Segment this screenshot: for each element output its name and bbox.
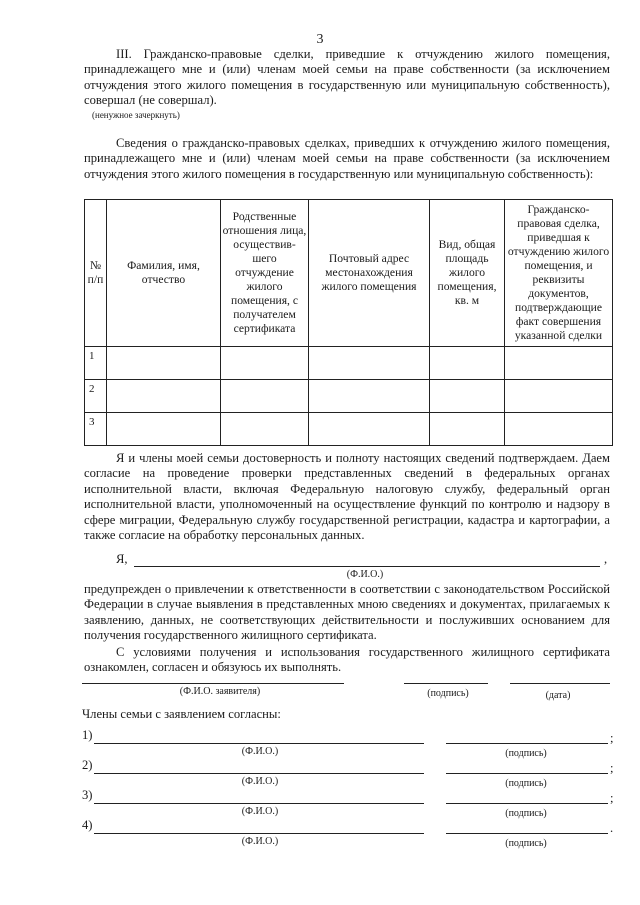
col-number-header: № п/п (85, 200, 107, 347)
row-name-cell (107, 413, 221, 446)
member-fio-line[interactable] (94, 773, 424, 774)
member-fio-line[interactable] (94, 743, 424, 744)
row-number: 3 (85, 413, 107, 446)
member-signature-line[interactable] (446, 773, 608, 774)
member-signature-line[interactable] (446, 803, 608, 804)
col-relation-header: Родственные отношения лица, осуществив-шего отчуждение жилого помещения, с получателем сертификата (221, 200, 309, 347)
row-area-cell (430, 413, 505, 446)
member-fio-line[interactable] (94, 803, 424, 804)
row-address-cell (309, 380, 430, 413)
row-address-cell (309, 413, 430, 446)
section-3-intro: Сведения о гражданско-правовых сделках, приведших к отчуждению жилого помещения, принадлежащего мне и (или) членам моей семьи на праве собственности (за исключением отчуждения этого жилого помещения в государственную или муниципальную собственность): (84, 136, 610, 181)
table-row (85, 347, 613, 380)
table-row (85, 380, 613, 413)
member-signature-caption: (подпись) (505, 748, 547, 759)
member-fio-caption: (Ф.И.О.) (241, 746, 279, 757)
member-signature-caption: (подпись) (505, 838, 547, 849)
confirmation-paragraph: Я и члены моей семьи достоверность и полноту настоящих сведений подтверждаем. Даем согласие на проведение проверки представленных сведений в федеральных органах исполнительной власти, включая Федеральную налоговую службу, федеральный орган исполнительной власти, уполномоченный на осуществление функций по контролю и надзору в сфере миграции, Федеральную службу государственной регистрации, кадастра и картографии, а также согласие на обработку персональных данных. (84, 451, 610, 543)
applicant-date-caption: (дата) (545, 690, 571, 701)
page-number: 3 (316, 32, 324, 47)
member-fio-caption: (Ф.И.О.) (241, 836, 279, 847)
member-fio-line[interactable] (94, 833, 424, 834)
conditions-paragraph: С условиями получения и использования государственного жилищного сертификата ознакомлен, согласен и обязуюсь их выполнять. (84, 645, 610, 675)
member-end-mark: ; (610, 761, 614, 775)
member-signature-caption: (подпись) (505, 808, 547, 819)
row-relation-cell (221, 380, 309, 413)
applicant-signature-line[interactable] (404, 683, 488, 684)
applicant-name-line[interactable] (82, 683, 344, 684)
member-number: 2) (82, 758, 93, 772)
row-name-cell (107, 380, 221, 413)
col-area-header: Вид, общая площадь жилого помещения, кв. м (430, 200, 505, 347)
row-deal-cell (505, 347, 613, 380)
applicant-name-caption: (Ф.И.О. заявителя) (179, 686, 261, 697)
member-number: 4) (82, 818, 93, 832)
col-deal-header: Гражданско-правовая сделка, приведшая к отчуждению жилого помещения, и реквизиты документов, подтверждающие факт совершения указанной сделки (505, 200, 613, 347)
row-area-cell (430, 380, 505, 413)
row-name-cell (107, 347, 221, 380)
strike-hint: (ненужное зачеркнуть) (92, 110, 180, 120)
member-signature-line[interactable] (446, 833, 608, 834)
liability-paragraph: предупрежден о привлечении к ответственности в соответствии с законодательством Российской Федерации в случае выявления в представленных мною сведениях и документах, прилагаемых к заявлению, данных, не соответствующих действительности и послуживших основанием для получения государственного жилищного сертификата. (84, 582, 610, 643)
member-signature-line[interactable] (446, 743, 608, 744)
section-3-heading: III. Гражданско-правовые сделки, приведшие к отчуждению жилого помещения, принадлежащего мне и (или) членам моей семьи на праве собственности (за исключением отчуждения этого жилого помещения в государственную или муниципальную собственность), совершал (не совершал). (84, 47, 610, 108)
col-address-header: Почтовый адрес местонахождения жилого помещения (309, 200, 430, 347)
row-relation-cell (221, 347, 309, 380)
member-end-mark: . (610, 821, 614, 835)
member-signature-caption: (подпись) (505, 778, 547, 789)
row-deal-cell (505, 413, 613, 446)
table-row (85, 413, 613, 446)
row-number: 1 (85, 347, 107, 380)
row-deal-cell (505, 380, 613, 413)
applicant-signature-caption: (подпись) (427, 688, 469, 699)
declaration-prefix: Я, (116, 552, 128, 566)
row-relation-cell (221, 413, 309, 446)
deals-table (84, 199, 613, 446)
declaration-comma: , (604, 552, 608, 566)
member-end-mark: ; (610, 731, 614, 745)
member-fio-caption: (Ф.И.О.) (241, 806, 279, 817)
family-title: Члены семьи с заявлением согласны: (82, 707, 281, 721)
member-fio-caption: (Ф.И.О.) (241, 776, 279, 787)
applicant-fio-line[interactable] (134, 566, 600, 567)
row-number: 2 (85, 380, 107, 413)
row-area-cell (430, 347, 505, 380)
member-number: 1) (82, 728, 93, 742)
applicant-date-line[interactable] (510, 683, 610, 684)
member-number: 3) (82, 788, 93, 802)
member-end-mark: ; (610, 791, 614, 805)
col-name-header: Фамилия, имя, отчество (107, 200, 221, 347)
fio-caption: (Ф.И.О.) (346, 569, 384, 580)
row-address-cell (309, 347, 430, 380)
